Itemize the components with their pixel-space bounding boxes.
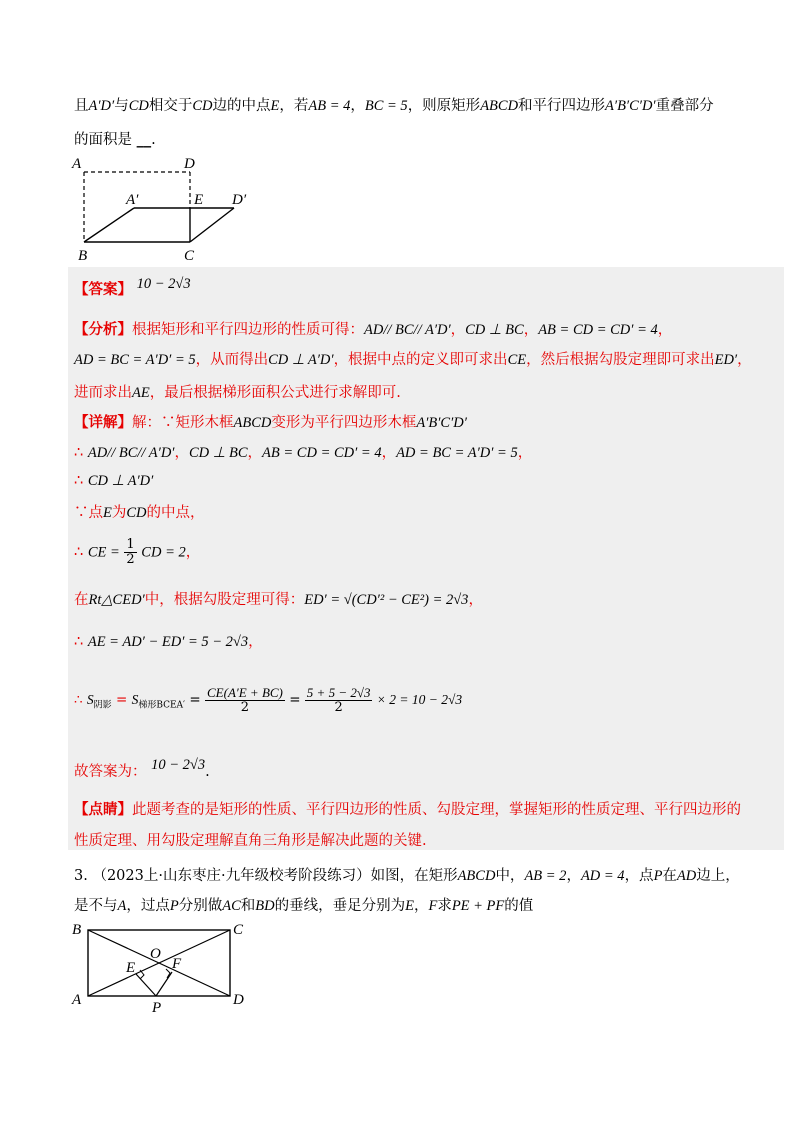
label-Aprime: A′ — [126, 192, 139, 208]
comment-line1: 【点睛】此题考查的是矩形的性质、平行四边形的性质、勾股定理，掌握矩形的性质定理、平行四边形的 — [74, 801, 741, 818]
detail-line3: ∴ CD ⊥ A′D′ — [74, 473, 154, 489]
label-B: B — [72, 922, 82, 938]
label-A: A — [72, 156, 82, 172]
analysis-line2: AD = BC = A′D′ = 5，从而得出CD ⊥ A′D′，根据中点的定义即可求出CE，然后根据勾股定理即可求出ED′， — [74, 352, 752, 368]
label-Dprime: D′ — [232, 192, 247, 208]
problem3-line2: 是不与A，过点P分别做AC和BD的垂线，垂足分别为E，F求PE + PF的值 — [74, 898, 534, 914]
label-D: D — [184, 156, 195, 172]
answer-blank: __ — [136, 131, 152, 148]
label-A: A — [72, 992, 82, 1008]
label-D: D — [233, 992, 244, 1008]
label-C: C — [184, 248, 195, 264]
figure-rectangle-diagonals — [70, 916, 250, 1016]
label-P: P — [152, 1000, 162, 1016]
detail-line1: 【详解】解：∵矩形木框ABCD变形为平行四边形木框A′B′C′D′ — [74, 414, 467, 431]
detail-line6: 在Rt△CED′中，根据勾股定理可得：ED′ = √(CD′² − CE²) = 2√3， — [74, 592, 483, 608]
label-E: E — [194, 192, 204, 208]
detail-line8: ∴ $S_{阴影} = S_{梯形BCEA'}$ = $\frac{CE(A'E + BC)}{2}$ = $\frac{5 + 5 - 2√3}{2}$ × 2 = 10 − 2√3 — [74, 685, 463, 715]
detail-line2: ∴ AD// BC// A′D′，CD ⊥ BC，AB = CD = CD′ = 4，AD = BC = A′D′ = 5， — [74, 445, 533, 461]
final-answer-line: 故答案为： 10 − 2√3. — [74, 757, 210, 780]
label-E: E — [126, 960, 136, 976]
label-B: B — [78, 248, 88, 264]
label-F: F — [172, 956, 182, 972]
problem2-line2: 的面积是 __. — [74, 131, 156, 148]
detail-line5: ∴ CE = $\frac{1}{2}$ CD = 2， — [74, 537, 201, 567]
analysis-line1: 【分析】根据矩形和平行四边形的性质可得：AD// BC// A′D′，CD ⊥ BC，AB = CD = CD′ = 4， — [74, 321, 673, 338]
problem3-line1: 3. （2023上·山东枣庄·九年级校考阶段练习）如图，在矩形ABCD中，AB = 2，AD = 4，点P在AD边上， — [74, 868, 740, 884]
figure-rectangle-parallelogram — [70, 152, 270, 264]
comment-line2: 性质定理、用勾股定理解直角三角形是解决此题的关键. — [74, 833, 427, 849]
problem2-line1: 且A′D′与CD相交于CD边的中点E，若AB = 4，BC = 5，则原矩形ABCD和平行四边形A′B′C′D′重叠部分 — [74, 98, 714, 114]
detail-line7: ∴ AE = AD′ − ED′ = 5 − 2√3， — [74, 634, 263, 650]
label-O: O — [150, 946, 161, 962]
detail-line4: ∵点E为CD的中点， — [74, 505, 205, 521]
label-C: C — [233, 922, 244, 938]
analysis-line3: 进而求出AE，最后根据梯形面积公式进行求解即可. — [74, 385, 401, 401]
answer-line: 【答案】 10 − 2√3 — [74, 276, 191, 298]
